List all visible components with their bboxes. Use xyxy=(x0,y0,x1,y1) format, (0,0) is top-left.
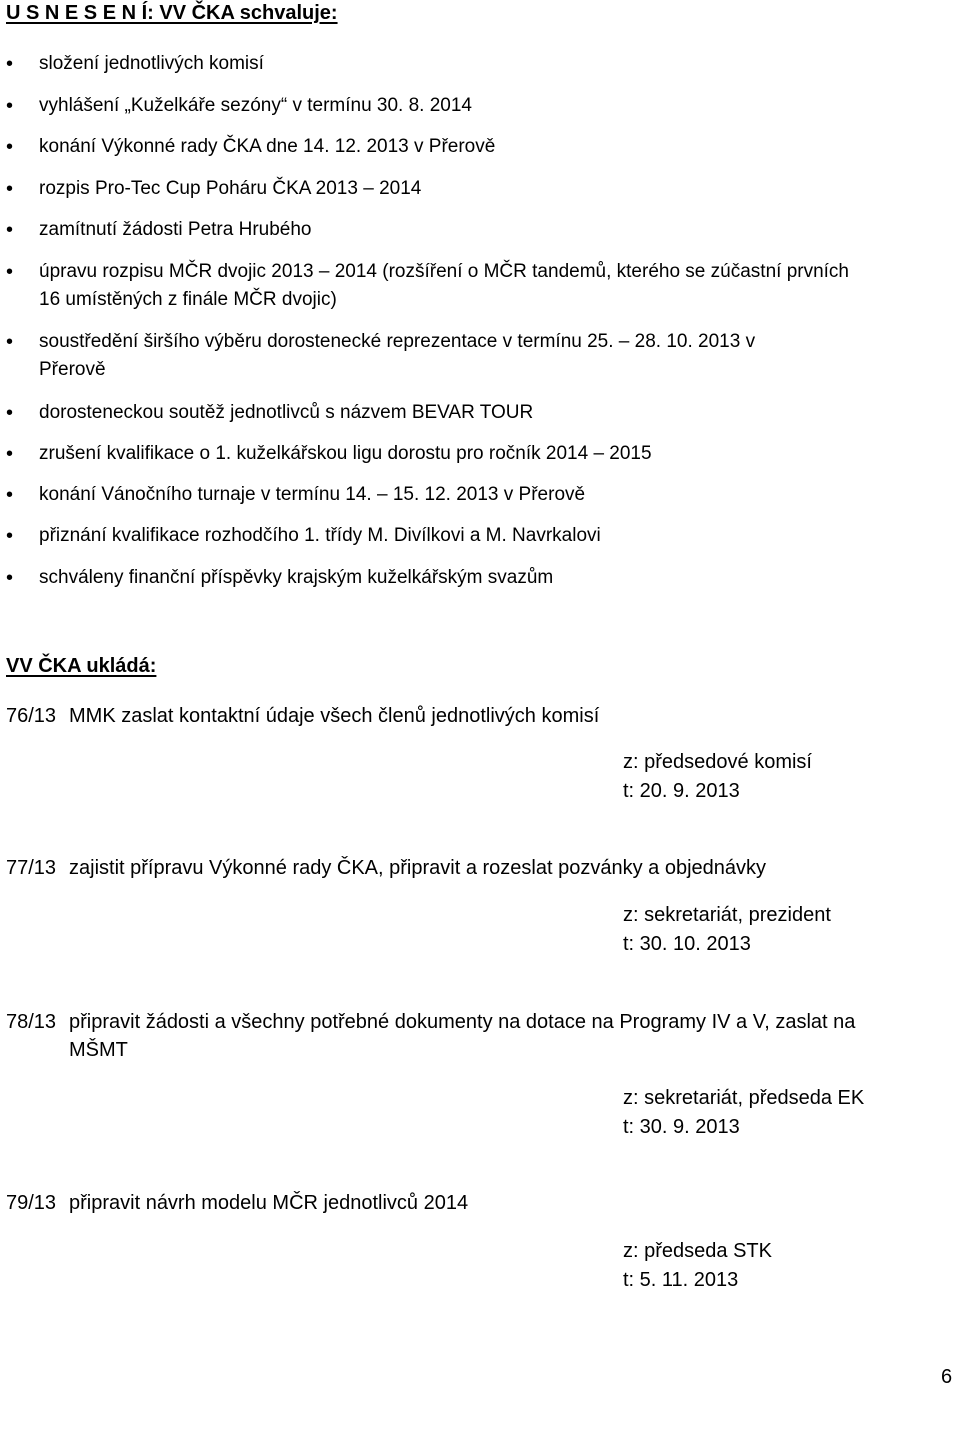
bullet-icon: • xyxy=(6,484,14,506)
list-item-text: konání Výkonné rady ČKA dne 14. 12. 2013 v Přerově xyxy=(39,136,496,157)
task-description: zajistit přípravu Výkonné rady ČKA, připravit a rozeslat pozvánky a objednávky xyxy=(69,857,767,879)
task-description: připravit žádosti a všechny potřebné dokumenty na dotace na Programy IV a V, zaslat na MŠMT xyxy=(69,1011,856,1061)
tasks-heading: VV ČKA ukládá: xyxy=(6,655,157,677)
bullet-icon: • xyxy=(6,402,14,424)
task-number: 77/13 xyxy=(6,857,57,879)
list-item-text: schváleny finanční příspěvky krajským kuželkářským svazům xyxy=(39,567,554,588)
list-item-text: vyhlášení „Kuželkáře sezóny“ v termínu 30. 8. 2014 xyxy=(39,95,473,116)
task-number: 79/13 xyxy=(6,1192,57,1214)
task-deadline: t: 5. 11. 2013 xyxy=(623,1269,739,1291)
list-item-text: přiznání kvalifikace rozhodčího 1. třídy M. Divílkovi a M. Navrkalovi xyxy=(39,525,601,546)
bullet-icon: • xyxy=(6,95,14,117)
bullet-icon: • xyxy=(6,443,14,465)
bullet-icon: • xyxy=(6,178,14,200)
task-deadline: t: 30. 9. 2013 xyxy=(623,1116,740,1138)
task-responsible: z: předsedové komisí xyxy=(623,751,812,773)
bullet-icon: • xyxy=(6,219,14,241)
task-number: 76/13 xyxy=(6,705,57,727)
task-deadline: t: 30. 10. 2013 xyxy=(623,933,751,955)
resolution-heading: U S N E S E N Í: VV ČKA schvaluje: xyxy=(6,2,338,24)
bullet-icon: • xyxy=(6,136,14,158)
task-number: 78/13 xyxy=(6,1011,57,1033)
task-responsible: z: sekretariát, předseda EK xyxy=(623,1087,865,1109)
list-item-text: soustředění širšího výběru dorostenecké reprezentace v termínu 25. – 28. 10. 2013 v Přerově xyxy=(39,331,756,380)
bullet-icon: • xyxy=(6,261,14,283)
list-item-text: zamítnutí žádosti Petra Hrubého xyxy=(39,219,312,240)
list-item-text: dorosteneckou soutěž jednotlivců s názvem BEVAR TOUR xyxy=(39,402,534,423)
list-item-text: úpravu rozpisu MČR dvojic 2013 – 2014 (rozšíření o MČR tandemů, kterého se zúčastní prvních 16 umístěných z finále MČR dvojic) xyxy=(39,261,849,310)
bullet-icon: • xyxy=(6,53,14,75)
task-responsible: z: předseda STK xyxy=(623,1240,772,1262)
bullet-icon: • xyxy=(6,525,14,547)
list-item-text: rozpis Pro-Tec Cup Poháru ČKA 2013 – 2014 xyxy=(39,178,422,199)
task-deadline: t: 20. 9. 2013 xyxy=(623,780,740,802)
bullet-icon: • xyxy=(6,567,14,589)
task-description: MMK zaslat kontaktní údaje všech členů jednotlivých komisí xyxy=(69,705,600,727)
task-responsible: z: sekretariát, prezident xyxy=(623,904,831,926)
list-item-text: složení jednotlivých komisí xyxy=(39,53,264,74)
page-number: 6 xyxy=(941,1366,953,1388)
bullet-icon: • xyxy=(6,331,14,353)
list-item-text: konání Vánočního turnaje v termínu 14. – 15. 12. 2013 v Přerově xyxy=(39,484,586,505)
task-description: připravit návrh modelu MČR jednotlivců 2014 xyxy=(69,1192,469,1214)
list-item-text: zrušení kvalifikace o 1. kuželkářskou ligu dorostu pro ročník 2014 – 2015 xyxy=(39,443,652,464)
